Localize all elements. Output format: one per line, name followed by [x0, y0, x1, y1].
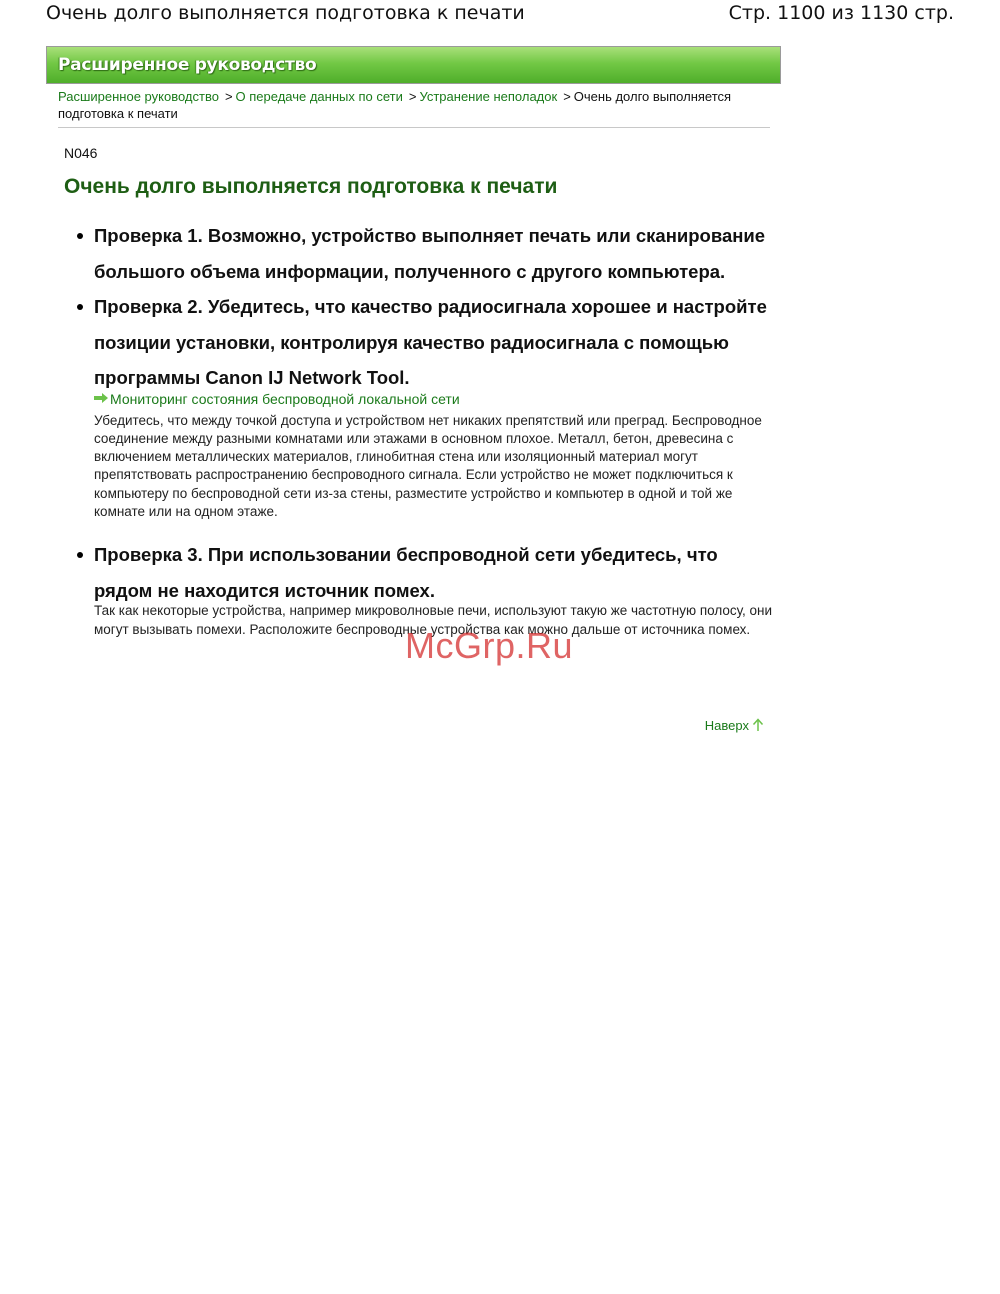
- print-header-title: Очень долго выполняется подготовка к печати: [46, 2, 525, 24]
- breadcrumb: [58, 88, 770, 128]
- check-body: Убедитесь, что между точкой доступа и устройством нет никаких препятствий или преград. Беспроводное соединение между разными комнатами или этажами в основном плохое. Металл, бетон, древесина с включением металлических материалов, глинобитная стена или изоляционный материал могут препятствовать распространению беспроводного сигнала. Если устройство не может подключиться к компьютеру по беспроводной сети из-за стены, разместите устройство и компьютер в одной и той же комнате или на одном этаже.: [94, 412, 762, 519]
- bullet-icon: [77, 233, 83, 239]
- related-link-row: [94, 390, 774, 408]
- check-item-3: [94, 537, 774, 639]
- document-id: N046: [64, 145, 98, 161]
- wireless-lan-monitoring-link[interactable]: Мониторинг состояния беспроводной локальной сети: [110, 390, 460, 407]
- arrow-up-icon: [752, 718, 764, 732]
- print-header: [46, 2, 954, 28]
- section-banner: [46, 46, 781, 84]
- arrow-right-icon: [94, 393, 108, 403]
- breadcrumb-link-guide[interactable]: Расширенное руководство: [58, 89, 219, 104]
- watermark: McGrp.Ru: [405, 625, 574, 666]
- page-title: Очень долго выполняется подготовка к печати: [64, 175, 558, 198]
- check-item-1: [94, 218, 774, 289]
- breadcrumb-separator: >: [224, 89, 233, 104]
- back-to-top-label: Наверх: [704, 718, 749, 733]
- banner-title: Расширенное руководство: [58, 55, 317, 75]
- check-body: Так как некоторые устройства, например микроволновые печи, используют такую же частотную полосу, они могут вызывать помехи. Расположите беспроводные устройства как можно дальше от источника помех.: [94, 603, 773, 637]
- check-list: [94, 218, 774, 639]
- breadcrumb-link-troubleshooting[interactable]: Устранение неполадок: [419, 89, 558, 104]
- breadcrumb-link-network[interactable]: О передаче данных по сети: [235, 89, 403, 104]
- back-to-top-link[interactable]: [705, 718, 764, 733]
- bullet-icon: [77, 552, 83, 558]
- check-heading: Проверка 2. Убедитесь, что качество радиосигнала хорошее и настройте позиции установки, контролируя качество радиосигнала с помощью программы Canon IJ Network Tool.: [94, 296, 767, 388]
- bullet-icon: [77, 304, 83, 310]
- check-heading: Проверка 3. При использовании беспроводной сети убедитесь, что рядом не находится источник помех.: [94, 544, 718, 601]
- breadcrumb-separator: >: [563, 89, 571, 104]
- breadcrumb-current: Очень долго выполняется подготовка к печати: [58, 89, 732, 121]
- print-header-page-count: Стр. 1100 из 1130 стр.: [728, 2, 954, 24]
- breadcrumb-separator: >: [408, 89, 417, 104]
- check-item-2: [94, 289, 774, 521]
- check-heading: Проверка 1. Возможно, устройство выполняет печать или сканирование большого объема информации, полученного с другого компьютера.: [94, 225, 766, 282]
